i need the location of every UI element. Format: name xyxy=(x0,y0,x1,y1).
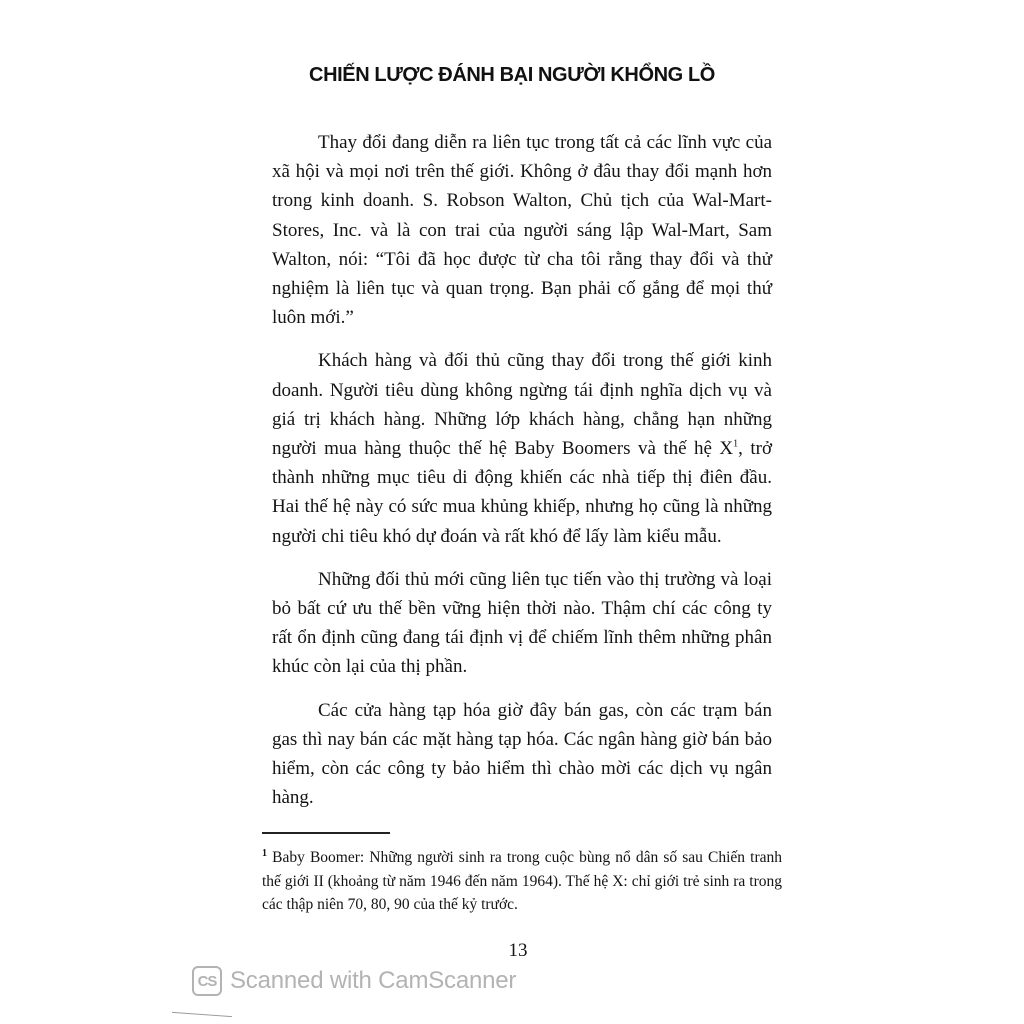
camscanner-logo-icon: CS xyxy=(192,966,222,996)
paragraph-2-text-a: Khách hàng và đối thủ cũng thay đổi trong thế giới kinh doanh. Người tiêu dùng không ngừng tái định nghĩa dịch vụ và giá trị khách hàng. Những lớp khách hàng, chẳng hạn những người mua hàng thuộc thế hệ Baby Boomers và thế hệ X xyxy=(272,350,772,460)
footnote-divider xyxy=(262,832,390,834)
footnote xyxy=(262,846,782,917)
body-text xyxy=(272,128,772,826)
scanner-watermark xyxy=(192,966,516,996)
paragraph-4: Các cửa hàng tạp hóa giờ đây bán gas, còn các trạm bán gas thì nay bán các mặt hàng tạp hóa. Các ngân hàng giờ bán bảo hiểm, còn các công ty bảo hiểm thì chào mời các dịch vụ ngân hàng. xyxy=(272,699,772,809)
running-header: CHIẾN LƯỢC ĐÁNH BẠI NGƯỜI KHỔNG LỒ xyxy=(309,64,715,86)
paragraph-1: Thay đổi đang diễn ra liên tục trong tất cả các lĩnh vực của xã hội và mọi nơi trên thế giới. Không ở đâu thay đổi mạnh hơn trong kinh doanh. S. Robson Walton, Chủ tịch của Wal-Mart-Stores, Inc. và là con trai của người sáng lập Wal-Mart, Sam Walton, nói: “Tôi đã học được từ cha tôi rằng thay đổi và thử nghiệm là liên tục và quan trọng. Bạn phải cố gắng để mọi thứ luôn mới.” xyxy=(272,132,772,329)
footnote-text: Baby Boomer: Những người sinh ra trong cuộc bùng nổ dân số sau Chiến tranh thế giới II (khoảng từ năm 1946 đến năm 1964). Thế hệ X: chỉ giới trẻ sinh ra trong các thập niên 70, 80, 90 của thế kỷ trước. xyxy=(262,849,782,913)
paragraph-2-text-b: , trở thành những mục tiêu di động khiến các nhà tiếp thị điên đầu. Hai thế hệ này có sức mua khủng khiếp, nhưng họ cũng là những người chi tiêu khó dự đoán và rất khó để lấy làm kiểu mẫu. xyxy=(272,438,772,547)
page-number: 13 xyxy=(508,940,528,961)
scan-edge-line xyxy=(172,1012,232,1017)
footnote-marker: 1 xyxy=(262,847,267,859)
paragraph-3: Những đối thủ mới cũng liên tục tiến vào thị trường và loại bỏ bất cứ ưu thế bền vững hiện thời nào. Thậm chí các công ty rất ổn định cũng đang tái định vị để chiếm lĩnh thêm những phân khúc còn lại của thị phần. xyxy=(272,568,772,678)
footnote-reference: 1 xyxy=(733,438,739,450)
paragraph-2 xyxy=(272,346,772,550)
scanner-watermark-text: Scanned with CamScanner xyxy=(230,967,517,994)
